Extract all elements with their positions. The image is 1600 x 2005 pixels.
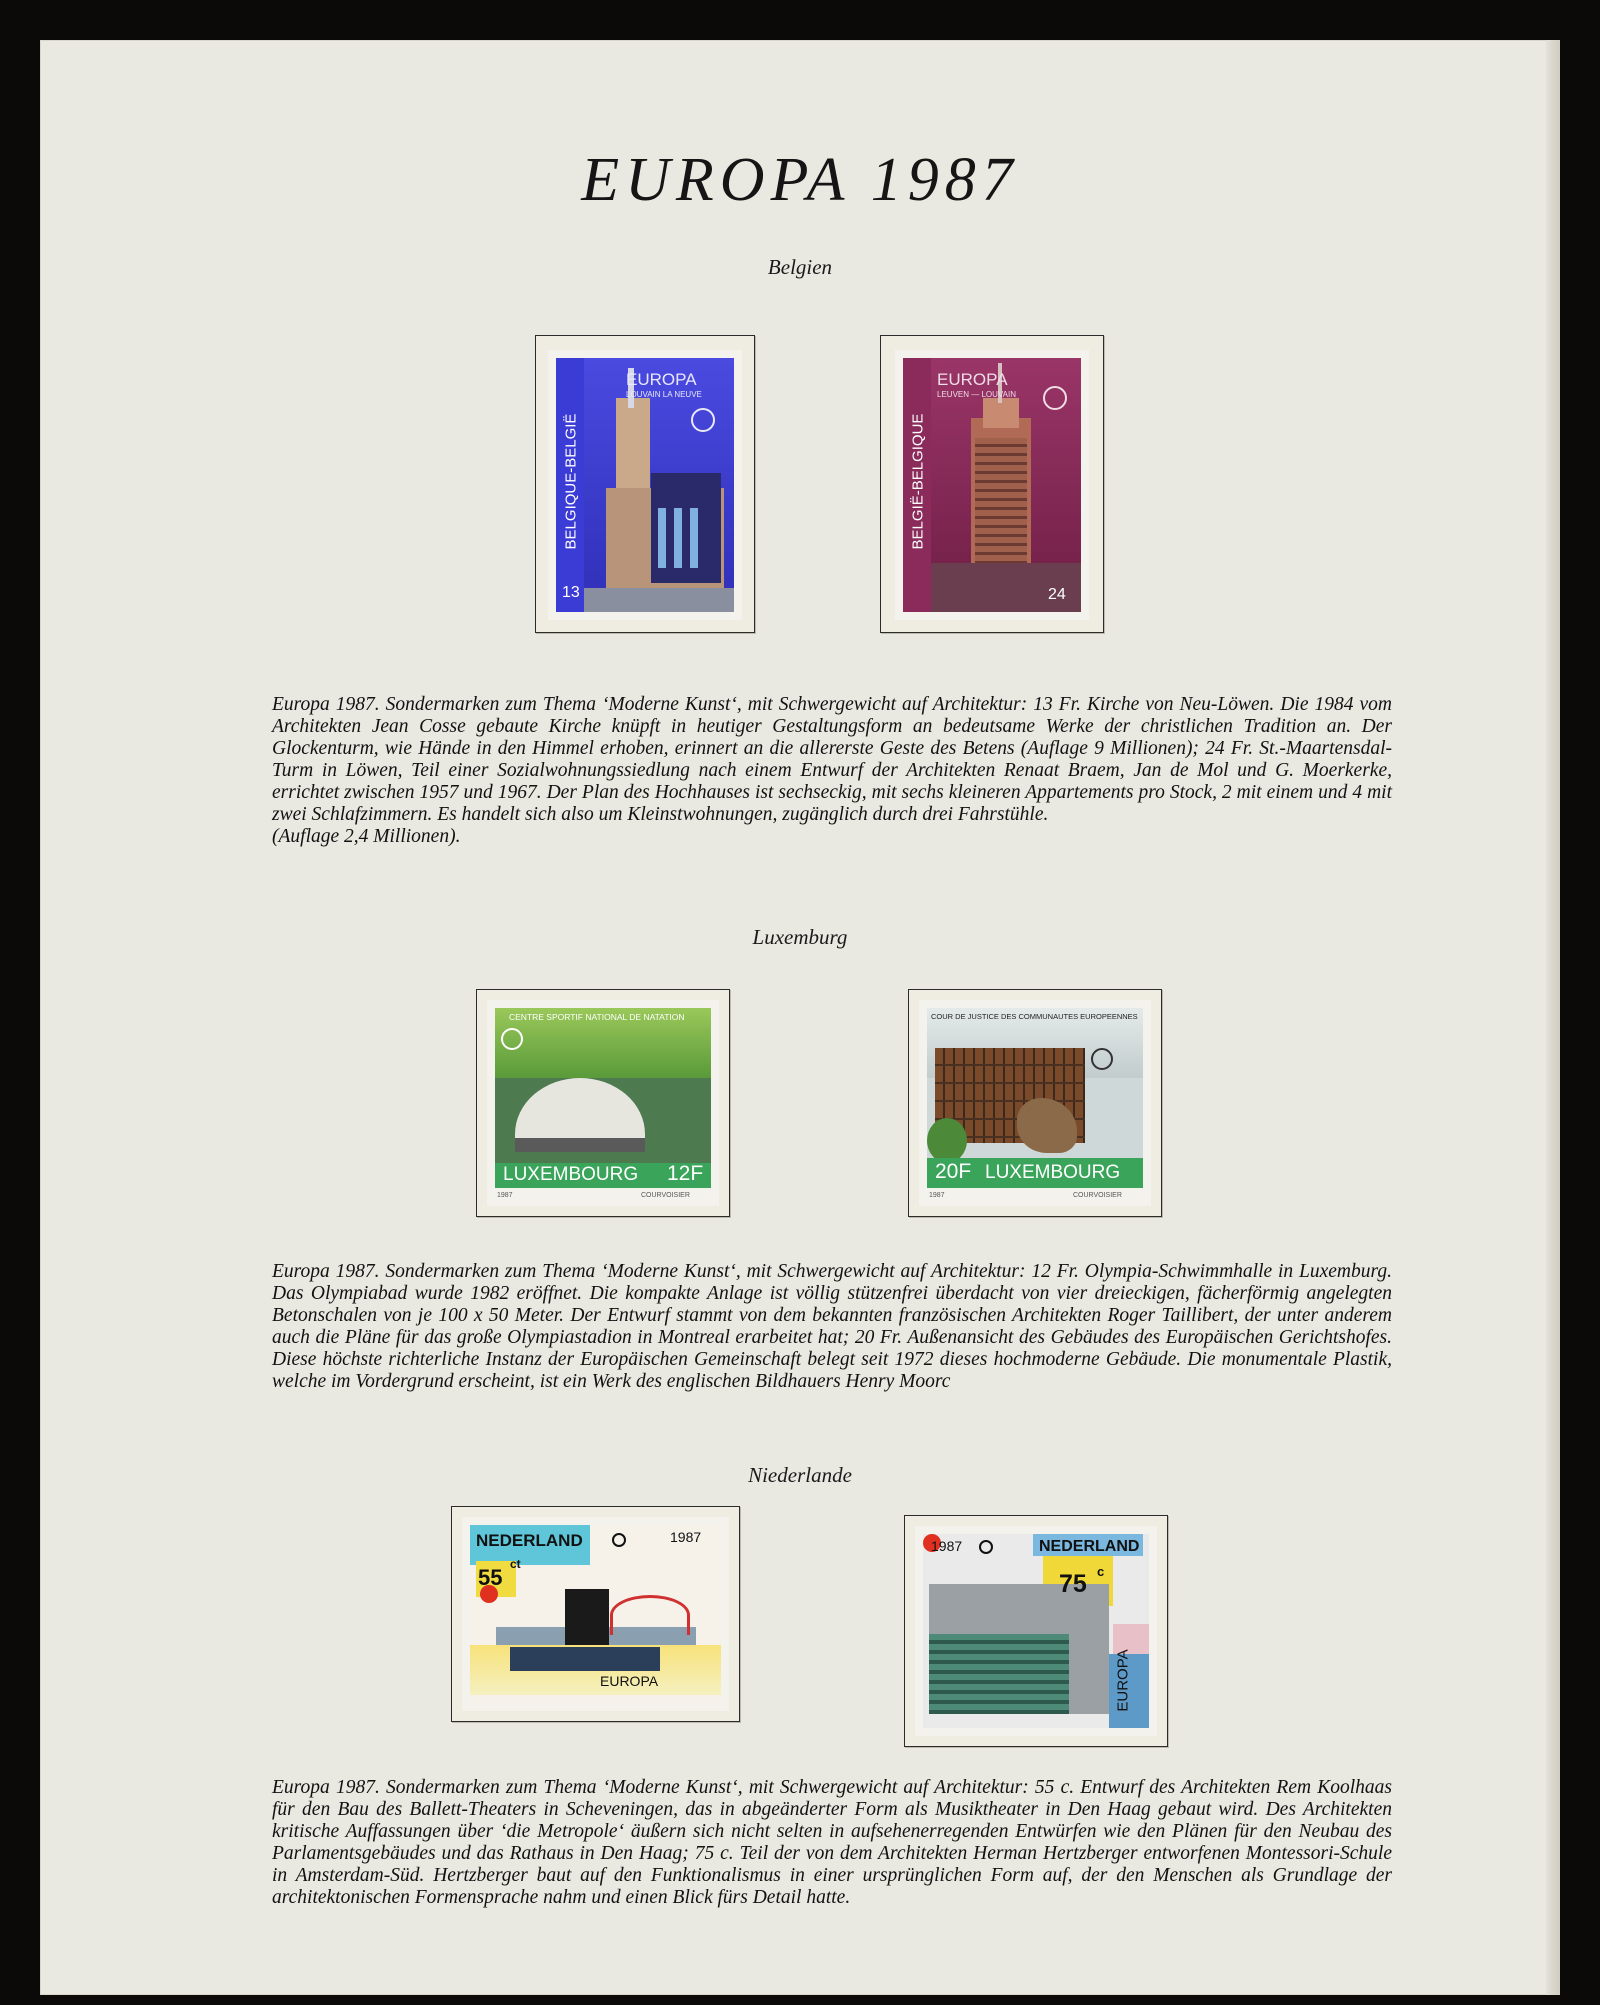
europa-emblem-icon [979, 1540, 993, 1554]
stamp-value: 24 [1048, 586, 1066, 603]
stamp-brand: EUROPA [1114, 1649, 1132, 1712]
stamp-belgium-24 [895, 350, 1089, 620]
stamp-header: COUR DE JUSTICE DES COMMUNAUTES EUROPEENNES [931, 1012, 1138, 1021]
stamp-mount [451, 1506, 740, 1722]
stamp-belgium-13 [548, 350, 742, 620]
description-text: Europa 1987. Sondermarken zum Thema ‘Moderne Kunst‘, mit Schwergewicht auf Architektur: 55 c. Entwurf des Architekten Rem Koolhaas für den Bau des Ballett-Theaters in Scheveningen, das in abgeänderter Form als Musiktheater in Den Haag gebaut wird. Des Architekten kritische Auffassungen über ‘die Metropole‘ äußern sich nicht selten in aufsehenerregenden Entwürfen wie den Plänen für den Neubau des Parlamentsgebäudes und das Rathaus in Den Haag; 75 c. Teil der von dem Architekten Herman Hertzberger entworfenen Montessori-Schule in Amsterdam-Süd. Hertzberger baut auf den Funktionalismus in einer ursprünglichen Form auf, der den Menschen als Grundlage der architektonischen Formensprache nahm und einen Blick fürs Detail hatte. [272, 1777, 1392, 1908]
stamp-value: 12F [667, 1162, 704, 1185]
description-note: (Auflage 2,4 Millionen). [272, 826, 461, 847]
stamp-luxembourg-12f [487, 1000, 719, 1206]
europa-emblem-icon [501, 1028, 523, 1050]
europa-emblem-icon [691, 408, 715, 432]
europa-emblem-icon [1091, 1048, 1113, 1070]
stamp-country: BELGIQUE-BELGIË [562, 413, 580, 550]
europa-emblem-icon [612, 1533, 626, 1547]
stamp-year: 1987 [497, 1192, 513, 1199]
stamp-country: LUXEMBOURG [503, 1164, 639, 1185]
stamp-value: 55 [478, 1565, 503, 1590]
country-heading-belgien: Belgien [767, 255, 833, 279]
stamp-printer: COURVOISIER [1073, 1192, 1122, 1199]
stamp-mount [904, 1515, 1168, 1747]
country-heading-luxemburg: Luxemburg [752, 925, 848, 949]
stamp-nederland-75c [915, 1526, 1157, 1736]
stamp-mount [908, 989, 1162, 1217]
stamp-country: LUXEMBOURG [985, 1162, 1121, 1183]
page-title: EUROPA 1987 [581, 146, 1019, 214]
stamp-value: 75 [1059, 1570, 1087, 1598]
europa-emblem-icon [1043, 386, 1067, 410]
stamp-unit: c [1097, 1564, 1105, 1579]
stamp-year: 1987 [929, 1192, 945, 1199]
stamp-printer: COURVOISIER [641, 1192, 690, 1199]
stamp-country: BELGIË-BELGIQUE [909, 413, 927, 550]
description-luxemburg [272, 1261, 1392, 1393]
stamp-place: LEUVEN — LOUVAIN [937, 390, 1016, 399]
stamp-nederland-55ct [462, 1517, 729, 1711]
stamp-mount [880, 335, 1104, 633]
description-text: Europa 1987. Sondermarken zum Thema ‘Moderne Kunst‘, mit Schwergewicht auf Architektur: 13 Fr. Kirche von Neu-Löwen. Die 1984 vom Architekten Jean Cosse gebaute Kirche knüpft in heutiger Gestaltungsform an bedeutsame Werke der christlichen Tradition an. Der Glockenturm, wie Hände in den Himmel erhoben, erinnert an die allererste Geste des Betens (Auflage 9 Millionen); 24 Fr. St.-Maartensdal-Turm in Löwen, Teil einer Sozialwohnungssiedlung nach einem Entwurf der Architekten Renaat Braem, Jan de Mol und G. Moerkerke, errichtet zwischen 1957 und 1967. Der Plan des Hochhauses ist sechseckig, mit sechs kleineren Appartements pro Stock, 2 mit einem und 4 mit zwei Schlafzimmern. Es handelt sich also um Kleinstwohnungen, zugänglich durch drei Fahrstühle. [272, 694, 1392, 825]
stamp-mount [476, 989, 730, 1217]
description-niederlande [272, 1777, 1392, 1909]
stamp-country: NEDERLAND [476, 1531, 583, 1550]
stamp-value: 13 [562, 584, 580, 601]
stamp-unit: ct [510, 1557, 521, 1571]
stamp-year: 1987 [670, 1529, 702, 1545]
stamp-brand: EUROPA [937, 370, 1008, 389]
stamp-year: 1987 [931, 1538, 963, 1554]
country-heading-niederlande: Niederlande [748, 1463, 852, 1487]
stamp-brand: EUROPA [600, 1673, 659, 1689]
page-edge [1546, 40, 1560, 1995]
description-belgien [272, 694, 1392, 848]
stamp-value: 20F [935, 1160, 972, 1183]
stamp-country: NEDERLAND [1039, 1538, 1140, 1555]
stamp-mount [535, 335, 755, 633]
description-text: Europa 1987. Sondermarken zum Thema ‘Moderne Kunst‘, mit Schwergewicht auf Architektur: 12 Fr. Olympia-Schwimmhalle in Luxemburg. Das Olympiabad wurde 1982 eröffnet. Die kompakte Anlage ist völlig stützenfrei überdacht von vier dreieckigen, fächerförmig angelegten Betonschalen von je 100 x 50 Meter. Der Entwurf stammt von dem bekannten französischen Architekten Roger Taillibert, der unter anderem auch die Pläne für das große Olympiastadion in Montreal erarbeitet hat; 20 Fr. Außenansicht des Gebäudes des Europäischen Gerichtshofes. Diese höchste richterliche Instanz der Europäischen Gemeinschaft belegt seit 1972 dieses hochmoderne Gebäude. Die monumentale Plastik, welche im Vordergrund erscheint, ist ein Werk des englischen Bildhauers Henry Moorc [272, 1261, 1392, 1392]
stamp-place: LOUVAIN LA NEUVE [626, 390, 702, 399]
stamp-brand: EUROPA [626, 370, 697, 389]
stamp-header: CENTRE SPORTIF NATIONAL DE NATATION [509, 1012, 685, 1022]
album-page [40, 40, 1560, 1995]
stamp-luxembourg-20f [919, 1000, 1151, 1206]
